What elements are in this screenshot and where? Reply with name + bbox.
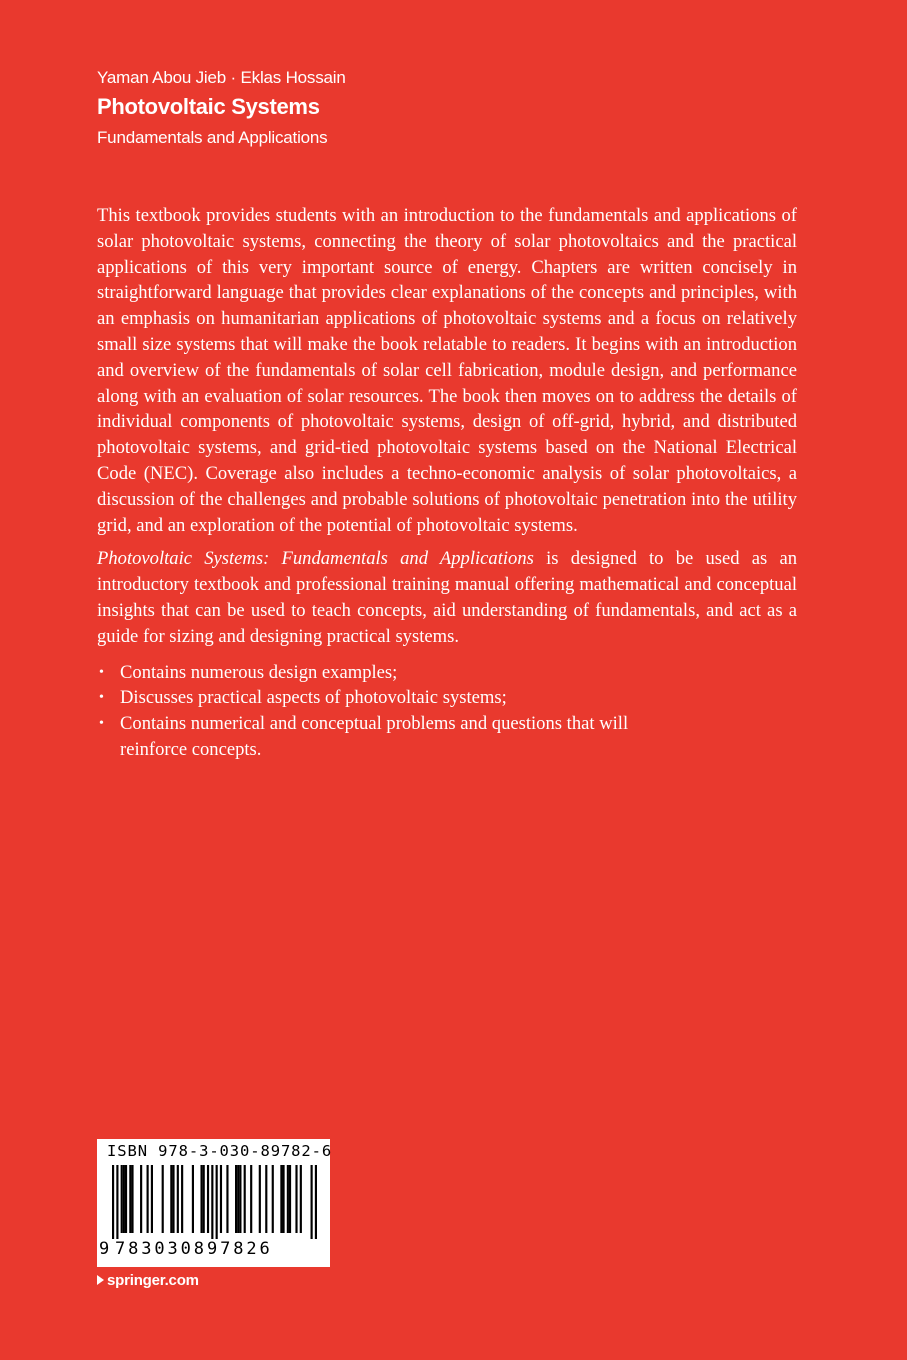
book-title-italic: Photovoltaic Systems: Fundamentals and Applications xyxy=(97,548,534,570)
website-text: springer.com xyxy=(107,1272,199,1289)
barcode-bar xyxy=(300,1165,302,1233)
barcode-bar xyxy=(287,1165,289,1233)
isbn-barcode xyxy=(97,1139,333,1267)
barcode-bars xyxy=(112,1165,317,1239)
book-title: Photovoltaic Systems xyxy=(97,94,320,119)
barcode-bar xyxy=(265,1165,267,1233)
barcode-bar xyxy=(295,1165,297,1233)
barcode-bar xyxy=(289,1165,291,1233)
bullet-icon: • xyxy=(99,690,104,706)
barcode-bar xyxy=(151,1165,153,1233)
isbn-label: ISBN 978-3-030-89782-6 xyxy=(107,1142,333,1160)
description-paragraph-2 xyxy=(97,546,797,649)
barcode-bar xyxy=(280,1165,282,1233)
barcode-bar xyxy=(123,1165,125,1233)
description-paragraph-1: This textbook provides students with an introduction to the fundamentals and applications of solar photovoltaic systems, connecting the theory of solar photovoltaics and the practical applications of this very important source of energy. Chapters are written concisely in straightforward language that provides clear explanations of the concepts and principles, with an emphasis on humanitarian applications of photovoltaic systems and a focus on relatively small size systems that will make the book relatable to readers. It begins with an introduction and overview of the fundamentals of solar cell fabrication, module design, and performance along with an evaluation of solar resources. The book then moves on to address the details of individual components of photovoltaic systems, design of off-grid, hybrid, and distributed photovoltaic systems, and grid-tied photovoltaic systems based on the National Electrical Code (NEC). Coverage also includes a techno-economic analysis of solar photovoltaics, a discussion of the challenges and probable solutions of photovoltaic penetration into the utility grid, and an exploration of the potential of photovoltaic systems. xyxy=(97,205,797,536)
barcode-bar xyxy=(216,1165,218,1239)
barcode-bar xyxy=(131,1165,133,1233)
barcode-bar xyxy=(315,1165,317,1239)
barcode-bar xyxy=(311,1165,313,1239)
barcode-bar xyxy=(129,1165,131,1233)
list-item xyxy=(97,711,640,763)
barcode-bar xyxy=(112,1165,114,1239)
bullet-icon: • xyxy=(99,664,104,680)
bullet-icon: • xyxy=(99,716,104,732)
barcode-bar xyxy=(207,1165,209,1233)
barcode-bar xyxy=(250,1165,252,1233)
barcode-bar xyxy=(259,1165,261,1233)
barcode-bar xyxy=(211,1165,213,1239)
book-subtitle: Fundamentals and Applications xyxy=(97,128,328,147)
ean-first-digit: 9 xyxy=(99,1239,110,1259)
barcode-bar xyxy=(121,1165,123,1233)
barcode-bar xyxy=(235,1165,237,1233)
paragraph-2-text: is designed to be used as an introductory textbook and professional training manual offering mathematical and conceptual insights that can be used to teach concepts, aid understanding of fundamentals, and act as a guide for sizing and designing practical systems. xyxy=(97,548,798,647)
barcode-bar xyxy=(239,1165,241,1233)
barcode-bar xyxy=(220,1165,222,1233)
list-item xyxy=(97,660,640,686)
barcode-bar xyxy=(237,1165,239,1233)
cover-header xyxy=(97,66,797,150)
barcode-bar xyxy=(282,1165,284,1233)
barcode-bar xyxy=(170,1165,172,1233)
list-item-text: Contains numerous design examples; xyxy=(120,661,398,683)
list-item-text: Contains numerical and conceptual problems and questions that will reinforce concepts. xyxy=(120,713,629,760)
barcode-bar xyxy=(140,1165,142,1233)
list-item-text: Discusses practical aspects of photovoltaic systems; xyxy=(120,687,507,709)
list-item xyxy=(97,685,640,711)
barcode-bar xyxy=(147,1165,149,1233)
barcode-bar xyxy=(181,1165,183,1233)
barcode-bar xyxy=(116,1165,118,1239)
description xyxy=(97,203,797,763)
arrow-right-icon xyxy=(97,1275,104,1285)
ean-digits: 783030897826 xyxy=(115,1239,273,1259)
barcode-bar xyxy=(172,1165,174,1233)
barcode-bar xyxy=(200,1165,202,1233)
barcode-bar xyxy=(125,1165,127,1233)
publisher-website[interactable] xyxy=(97,1272,199,1289)
feature-list xyxy=(97,660,797,763)
barcode-bar xyxy=(226,1165,228,1233)
barcode-bar xyxy=(272,1165,274,1233)
authors: Yaman Abou Jieb · Eklas Hossain xyxy=(97,68,346,87)
barcode-bar xyxy=(162,1165,164,1233)
barcode-bar xyxy=(192,1165,194,1233)
barcode-bar xyxy=(244,1165,246,1233)
barcode-bar xyxy=(177,1165,179,1233)
barcode-bar xyxy=(203,1165,205,1233)
